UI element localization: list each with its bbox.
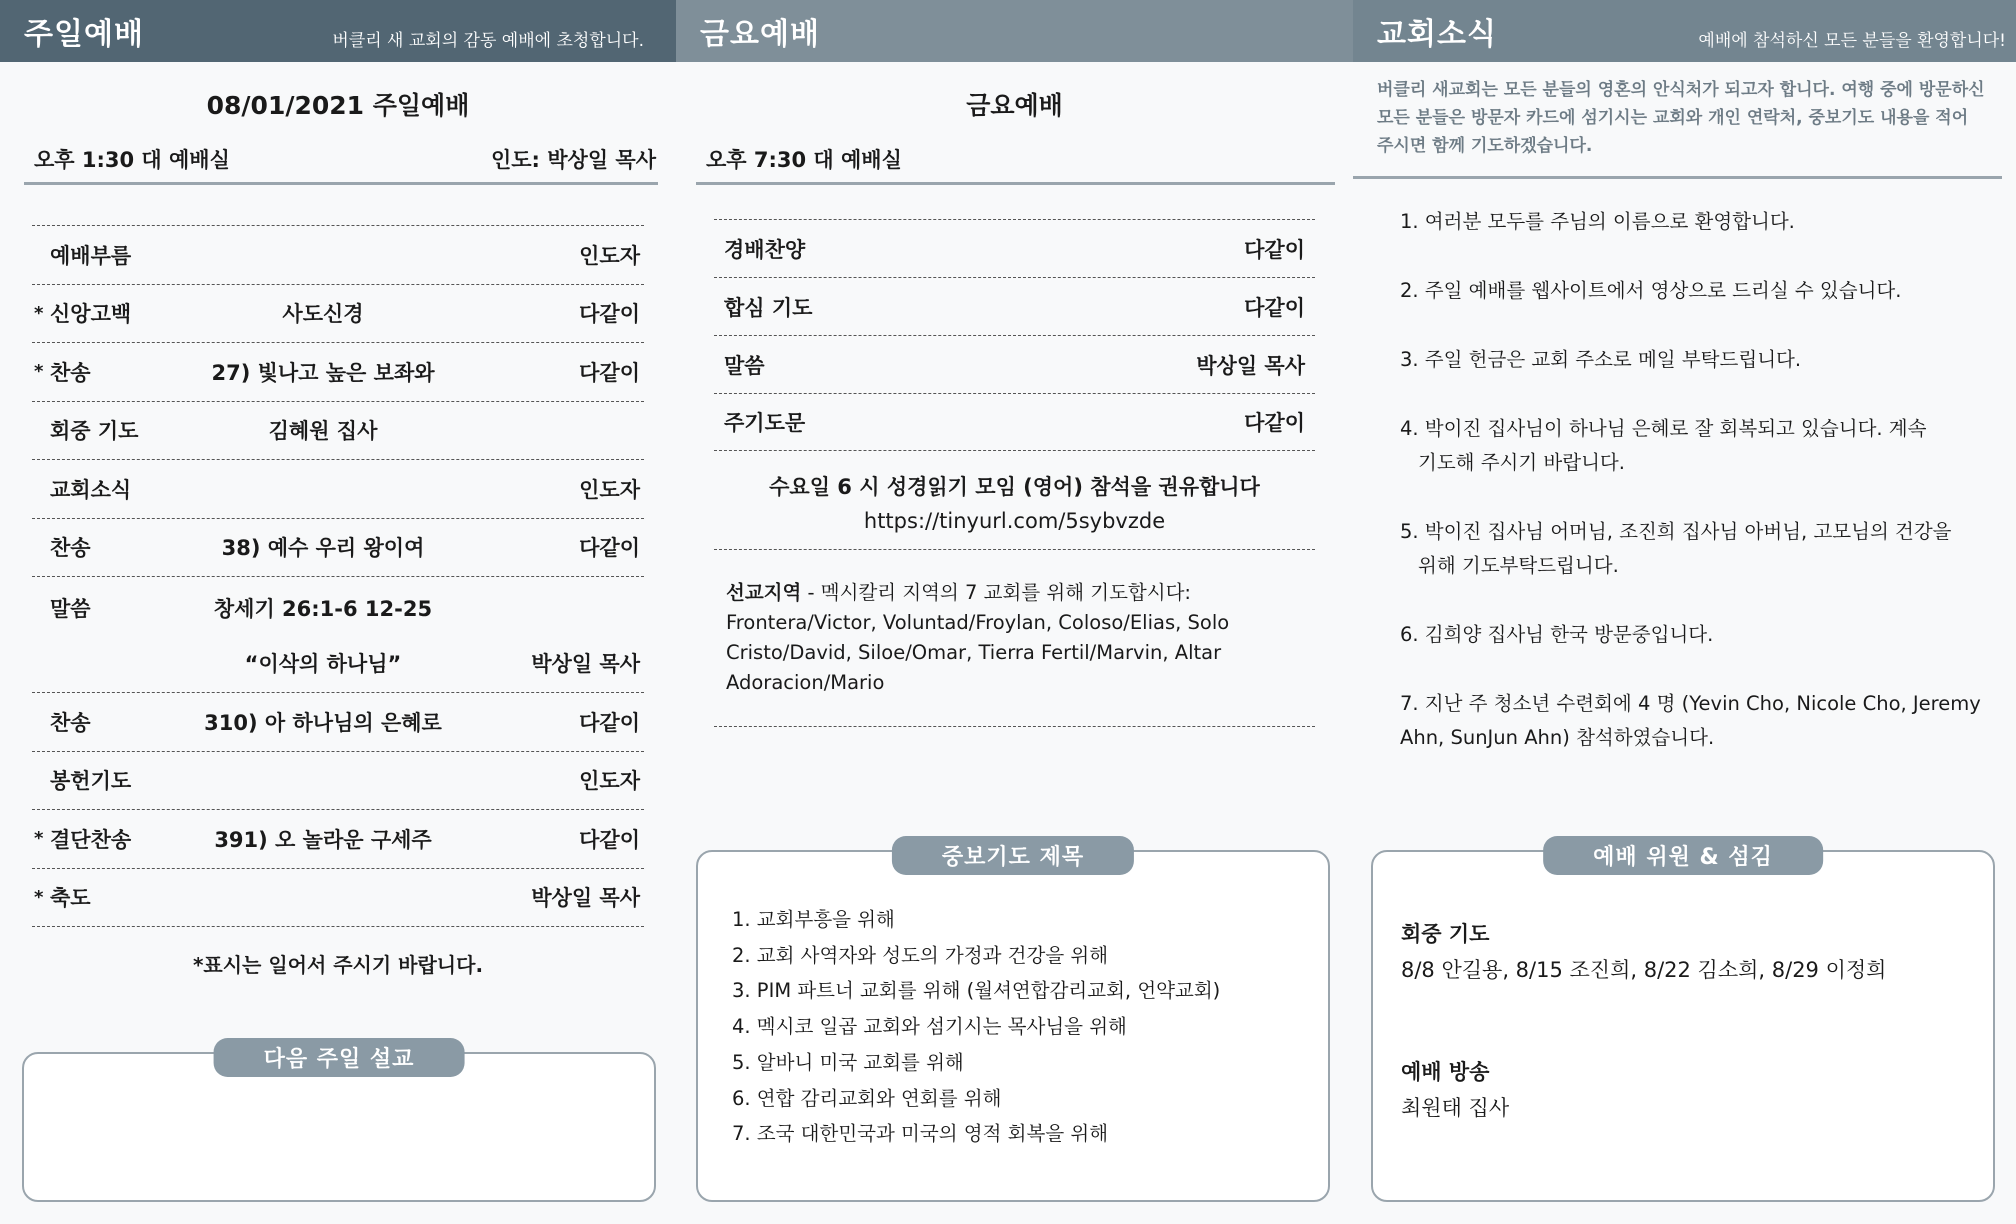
news-list: [1400, 205, 2016, 755]
order-leader: 다같이: [1244, 295, 1305, 320]
friday-time-place: 오후 7:30 대 예배실: [706, 148, 902, 172]
sunday-time-place: 오후 1:30 대 예배실: [34, 148, 230, 172]
order-row: [32, 285, 644, 344]
order-row: [32, 343, 644, 402]
prayer-requests-tab: 중보기도 제목: [892, 836, 1134, 875]
order-row: [32, 460, 644, 519]
sunday-leader: 인도: 박상일 목사: [490, 148, 656, 172]
order-row: [714, 219, 1315, 277]
order-leader: 다같이: [579, 710, 640, 735]
order-row: [32, 869, 644, 928]
news-header: [1353, 0, 2016, 62]
welcome-message: 버클리 새교회는 모든 분들의 영혼의 안식처가 되고자 합니다. 여행 중에 방문하신 모든 분들은 방문자 카드에 섬기시는 교회와 개인 연락처, 중보기도 내용을 적어 주시면 함께 기도하겠습니다.: [1353, 62, 2002, 179]
friday-order-of-worship: [714, 219, 1315, 727]
sunday-service-title: 08/01/2021 주일예배: [206, 91, 470, 120]
friday-header: [676, 0, 1353, 62]
order-label: 봉헌기도: [50, 769, 132, 794]
list-item: 5. 박이진 집사님 어머님, 조진희 집사님 아버님, 고모님의 건강을 위해 기도부탁드립니다.: [1400, 520, 1952, 577]
order-detail: 38) 예수 우리 왕이여: [221, 536, 425, 561]
friday-service-title: 금요예배: [966, 91, 1063, 120]
sunday-header: [0, 0, 676, 62]
bible-study-note: [714, 451, 1315, 550]
order-label: 경배찬양: [724, 237, 806, 262]
order-row: [32, 810, 644, 869]
list-item: 1. 교회부흥을 위해: [732, 908, 895, 931]
order-label: 주기도문: [724, 411, 806, 435]
list-item: 1. 여러분 모두를 주님의 이름으로 환영합니다.: [1400, 210, 1795, 233]
sunday-header-subtitle: 버클리 새 교회의 감동 예배에 초청합니다.: [332, 30, 644, 51]
friday-header-title: 금요예배: [700, 17, 820, 52]
list-item: 2. 교회 사역자와 성도의 가정과 건강을 위해: [732, 943, 1109, 967]
stand-marker: *: [34, 828, 44, 850]
list-item: 4. 박이진 집사님이 하나님 은혜로 잘 회복되고 있습니다. 계속 기도해 주시기 바랍니다.: [1400, 417, 1927, 474]
sermon-title: “이삭의 하나님”: [244, 652, 402, 676]
sunday-header-title: 주일예배: [24, 17, 144, 52]
sermon-detail: [202, 577, 444, 692]
sermon-row: [32, 577, 644, 693]
order-leader: 박상일 목사: [531, 652, 640, 676]
list-item: 2. 주일 예배를 웹사이트에서 영상으로 드리실 수 있습니다.: [1400, 279, 1902, 302]
stand-marker: *: [34, 302, 44, 324]
news-panel: [1353, 0, 2016, 1224]
order-leader: 박상일 목사: [1196, 353, 1305, 378]
order-leader: 박상일 목사: [531, 886, 640, 911]
order-leader: 인도자: [579, 769, 640, 794]
order-row: [714, 393, 1315, 451]
prayer-schedule-label: 회중 기도: [1401, 922, 1490, 946]
order-row: [32, 519, 644, 578]
prayer-requests-list: [732, 902, 1328, 1152]
friday-panel: [676, 0, 1353, 1224]
prayer-schedule-value: 8/8 안길용, 8/15 조진희, 8/22 김소희, 8/29 이정희: [1401, 958, 1887, 982]
order-label: 축도: [50, 886, 91, 911]
list-item: 3. 주일 헌금은 교회 주소로 메일 부탁드립니다.: [1400, 348, 1802, 371]
order-label: 회중 기도: [50, 419, 139, 444]
list-item: 4. 멕시코 일곱 교회와 섬기시는 목사님을 위해: [732, 1015, 1127, 1039]
order-label: 합심 기도: [724, 295, 813, 320]
next-sermon-tab: 다음 주일 설교: [214, 1038, 465, 1077]
worship-committee-tab: 예배 위원 & 섬김: [1543, 836, 1823, 875]
prayer-requests-box: [696, 845, 1330, 1202]
prayer-schedule-section: [1401, 918, 1993, 984]
order-label: 신앙고백: [50, 302, 132, 327]
order-leader: 인도자: [579, 477, 640, 502]
friday-service-meta: [696, 144, 1335, 185]
stand-note: *표시는 일어서 주시기 바랍니다.: [192, 953, 484, 977]
order-label: 말씀: [724, 353, 765, 378]
bible-study-text: 수요일 6 시 성경읽기 모임 (영어) 참석을 권유합니다: [769, 475, 1260, 499]
order-label: 찬송: [50, 536, 91, 561]
order-row: [714, 335, 1315, 393]
order-detail: 391) 오 놀라운 구세주: [214, 827, 432, 852]
order-label: 결단찬송: [50, 827, 132, 852]
order-leader: 다같이: [579, 302, 640, 327]
sunday-service-meta: [24, 144, 658, 185]
stand-marker: *: [34, 886, 44, 908]
broadcast-section: [1401, 1056, 1993, 1122]
order-leader: 다같이: [579, 827, 640, 852]
sunday-panel: [0, 0, 676, 1224]
news-header-subtitle: 예배에 참석하신 모든 분들을 환영합니다!: [1698, 30, 2006, 51]
order-row: [32, 693, 644, 752]
order-leader: 인도자: [579, 243, 640, 268]
sermon-scripture: 창세기 26:1-6 12-25: [213, 597, 433, 621]
broadcast-label: 예배 방송: [1401, 1060, 1490, 1084]
mission-label: 선교지역: [726, 581, 802, 604]
order-label: 말씀: [50, 597, 91, 621]
news-header-title: 교회소식: [1377, 17, 1497, 52]
order-label: 찬송: [50, 710, 91, 735]
order-label: 찬송: [50, 360, 91, 385]
order-detail: 310) 아 하나님의 은혜로: [204, 710, 442, 735]
worship-committee-box: [1371, 845, 1995, 1202]
order-row: [32, 226, 644, 285]
mission-text: - 멕시칼리 지역의 7 교회를 위해 기도합시다: Frontera/Victor, Voluntad/Froylan, Coloso/Elias, Solo Cristo/David, Siloe/Omar, Tierra Fertil/Marvin, Altar Adoracion/Mario: [726, 581, 1230, 694]
list-item: 7. 조국 대한민국과 미국의 영적 회복을 위해: [732, 1122, 1109, 1146]
order-leader: 다같이: [579, 360, 640, 385]
order-detail: 김혜원 집사: [268, 419, 378, 444]
list-item: 3. PIM 파트너 교회를 위해 (월셔연합감리교회, 언약교회): [732, 979, 1221, 1003]
mission-note: [714, 550, 1315, 727]
list-item: 7. 지난 주 청소년 수련회에 4 명 (Yevin Cho, Nicole Cho, Jeremy Ahn, SunJun Ahn) 참석하였습니다.: [1400, 692, 1981, 749]
order-leader: 다같이: [1244, 411, 1305, 435]
order-row: [32, 402, 644, 461]
bible-study-link[interactable]: https://tinyurl.com/5sybvzde: [863, 509, 1166, 533]
broadcast-value: 최원태 집사: [1401, 1096, 1510, 1120]
order-leader: 다같이: [579, 536, 640, 561]
list-item: 6. 연합 감리교회와 연회를 위해: [732, 1086, 1002, 1110]
order-leader: 다같이: [1244, 237, 1305, 262]
next-sermon-box: [22, 1047, 656, 1202]
sunday-order-of-worship: [32, 225, 644, 927]
order-row: [32, 752, 644, 811]
order-detail: 사도신경: [282, 302, 364, 327]
list-item: 6. 김희양 집사님 한국 방문중입니다.: [1400, 623, 1714, 646]
order-label: 예배부름: [50, 243, 132, 268]
list-item: 5. 알바니 미국 교회를 위해: [732, 1050, 964, 1074]
order-detail: 27) 빛나고 높은 보좌와: [211, 360, 435, 385]
order-label: 교회소식: [50, 477, 132, 502]
order-row: [714, 277, 1315, 335]
stand-marker: *: [34, 361, 44, 383]
